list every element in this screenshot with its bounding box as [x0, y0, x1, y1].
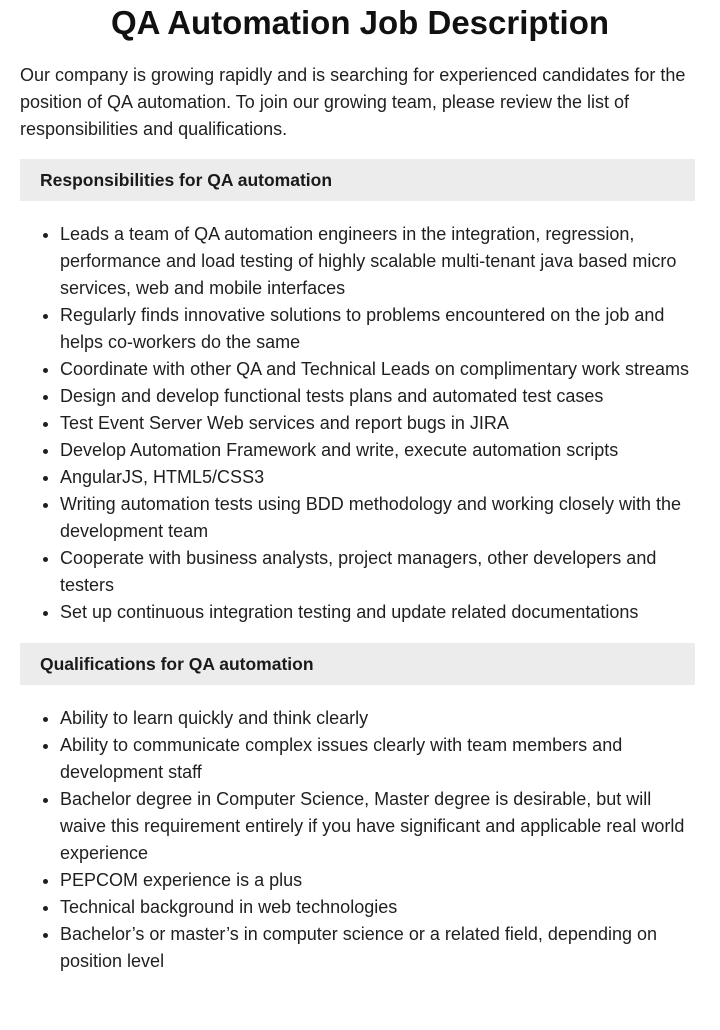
list-item: • Regularly finds innovative solutions to problems encountered on the job and helps co-workers do the same	[60, 302, 700, 356]
list-item: • Technical background in web technologies	[60, 894, 700, 921]
list-item: • Cooperate with business analysts, project managers, other developers and testers	[60, 545, 700, 599]
list-item: • Design and develop functional tests plans and automated test cases	[60, 383, 700, 410]
list-item: • Ability to learn quickly and think clearly	[60, 705, 700, 732]
intro-paragraph: Our company is growing rapidly and is searching for experienced candidates for the position of QA automation. To join our growing team, please review the list of responsibilities and qualifications.	[20, 65, 686, 139]
page-title: QA Automation Job Description	[110, 4, 610, 41]
list-item: • Ability to communicate complex issues clearly with team members and development staff	[60, 732, 700, 786]
list-item: • Bachelor degree in Computer Science, Master degree is desirable, but will waive this requirement entirely if you have significant and applicable real world experience	[60, 786, 700, 867]
list-item: • Coordinate with other QA and Technical Leads on complimentary work streams	[60, 356, 700, 383]
list-item: • Develop Automation Framework and write, execute automation scripts	[60, 437, 700, 464]
list-item: • AngularJS, HTML5/CSS3	[60, 464, 700, 491]
list-item: • Set up continuous integration testing and update related documentations	[60, 599, 700, 626]
list-item: • Bachelor’s or master’s in computer science or a related field, depending on position level	[60, 921, 700, 975]
qualifications-list	[0, 705, 720, 975]
list-item: • Leads a team of QA automation engineers in the integration, regression, performance and load testing of highly scalable multi-tenant java based micro services, web and mobile interfaces	[60, 221, 700, 302]
qualifications-header: Qualifications for QA automation	[20, 643, 695, 685]
list-item: • Test Event Server Web services and report bugs in JIRA	[60, 410, 700, 437]
responsibilities-header: Responsibilities for QA automation	[20, 159, 695, 201]
list-item: • Writing automation tests using BDD methodology and working closely with the development team	[60, 491, 700, 545]
responsibilities-list	[0, 221, 720, 626]
list-item: • PEPCOM experience is a plus	[60, 867, 700, 894]
